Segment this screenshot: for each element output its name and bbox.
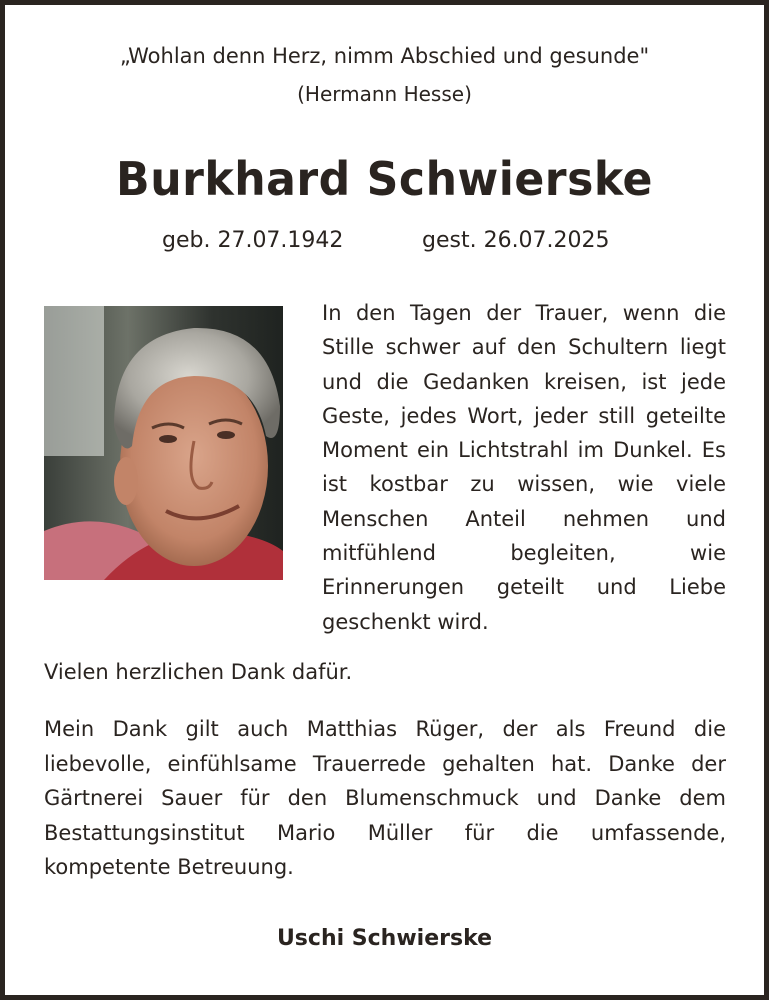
birth-date: geb. 27.07.1942 (162, 228, 344, 253)
gratitude-paragraph: In den Tagen der Trauer, wenn die Stille schwer auf den Schultern liegt und die Gedanken kreisen, ist jede Geste, jedes Wort, jeder still geteilte Moment ein Lichtstrahl im Dunkel. Es ist kostbar zu wissen, wie viele Menschen Anteil nehmen und mitfühlend begleiten, wie Erinnerungen geteilt und Liebe geschenkt wird. (322, 301, 726, 634)
acknowledgement-paragraph: Mein Dank gilt auch Matthias Rüger, der als Freund die liebevolle, einfühlsame Trauerrede gehalten hat. Danke der Gärtnerei Sauer für den Blumenschmuck und Danke dem Bestattungsinstitut Mario Müller für die umfassende, kompetente Betreuung. (44, 717, 726, 879)
signature-name: Uschi Schwierske (276, 926, 493, 951)
thanks-line: Vielen herzlichen Dank dafür. (44, 660, 353, 684)
death-date: gest. 26.07.2025 (422, 228, 610, 253)
deceased-name: Burkhard Schwierske (116, 152, 653, 206)
quote-text: „Wohlan denn Herz, nimm Abschied und gesunde" (119, 44, 650, 68)
quote-author: (Hermann Hesse) (297, 82, 472, 106)
portrait-photo (44, 306, 283, 580)
